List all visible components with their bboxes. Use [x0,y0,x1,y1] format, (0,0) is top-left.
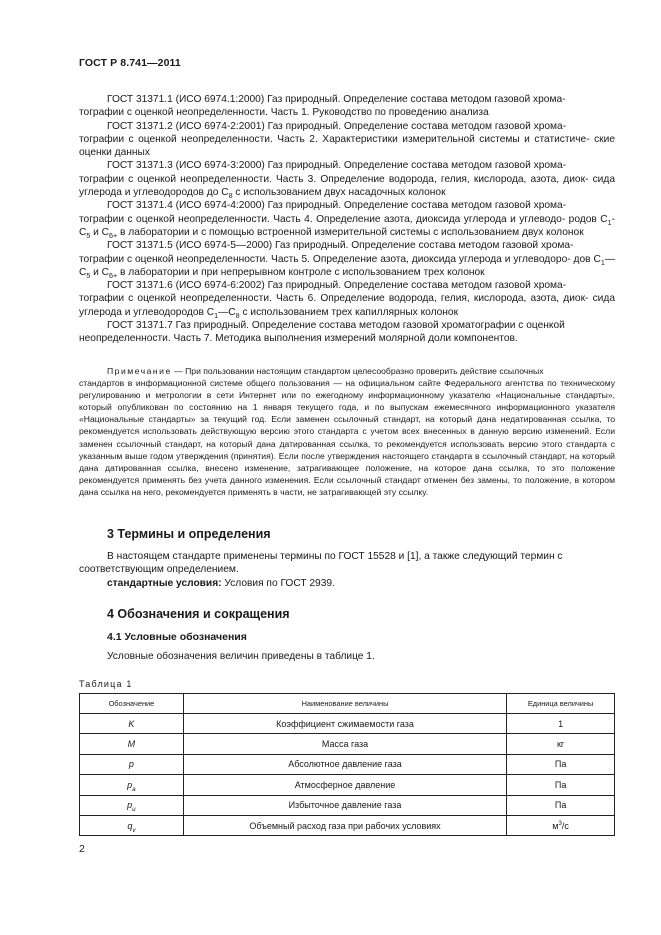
table-header-row [80,694,615,714]
table-caption: Таблица 1 [79,679,133,689]
symbol-cell: $q_v$ [80,815,184,835]
note-label: Примечание [107,366,172,376]
reference-item: ГОСТ 31371.3 (ИСО 6974-3:2000) Газ природный. Определение состава методом газовой хрома- [107,160,567,172]
name-cell: Коэффициент сжимаемости газа [183,714,506,734]
reference-item: ГОСТ 31371.2 (ИСО 6974-2:2001) Газ природный. Определение состава методом газовой хрома- [107,120,567,132]
term-definition: Условия по ГОСТ 2939. [221,577,335,589]
reference-item-cont: тографии с оценкой неопределенности. Часть 5. Определение азота, диоксида углерода и углеводоро- дов $C_1—C_5$ и $C_{6+}$ в лаборатории и при непрерывном контроле с использованием трех колонок [79,253,615,280]
symbols-table [79,693,615,836]
reference-item: ГОСТ 31371.1 (ИСО 6974.1:2000) Газ природный. Определение состава методом газовой хрома- [107,94,566,105]
table-row [80,754,615,774]
name-cell: Избыточное давление газа [183,795,506,815]
column-header: Обозначение [80,694,184,714]
reference-item-cont: тографии с оценкой неопределенности. Часть 2. Характеристики измерительной системы и статистиче- ские оценки данных [79,133,615,159]
symbol-cell: p [80,754,184,774]
reference-item-cont: тографии с оценкой неопределенности. Часть 4. Определение азота, диоксида углерода и углеводо- родов $C_1-C_5$ и $C_{6+}$ в лаборатории и с помощью встроенной измерительной системы с использованием двух колонок [79,213,615,240]
section-3-heading: 3 Термины и определения [107,527,271,541]
name-cell: Абсолютное давление газа [183,754,506,774]
reference-item: ГОСТ 31371.5 (ИСО 6974-5—2000) Газ природный. Определение состава методом газовой хрома- [107,240,574,252]
reference-item-cont: тографии с оценкой неопределенности. Часть 3. Определение водорода, гелия, кислорода, азота, диок- сида углерода и углеводородов до $C_8$ с использованием двух насадочных колонок [79,173,615,201]
symbol-cell: M [80,734,184,754]
unit-cell: 1 [507,714,615,734]
reference-item: ГОСТ 31371.7 Газ природный. Определение состава методом газовой хроматографии с оценкой [107,320,565,332]
section-4-heading: 4 Обозначения и сокращения [107,607,290,621]
unit-cell: Па [507,775,615,795]
reference-item-cont: тографии с оценкой неопределенности. Часть 6. Определение водорода, гелия, кислорода, азота, диок- сида углерода и углеводородов $C_1—C_8$ с использованием трех капиллярных колонок [79,293,615,320]
document-code: ГОСТ Р 8.741—2011 [79,57,181,69]
section-4-1-body: Условные обозначения величин приведены в таблице 1. [107,651,375,662]
table-row [80,775,615,795]
subsection-4-1-heading: 4.1 Условные обозначения [107,631,247,643]
reference-item-cont: неопределенности. Часть 7. Методика выполнения измерений молярной доли компонентов. [79,333,518,345]
note-block [79,365,615,498]
symbol-cell: K [80,714,184,734]
symbol-cell: $p_a$ [80,775,184,795]
column-header: Единица величины [507,694,615,714]
term-label: стандартные условия: [107,577,222,589]
table-row [80,714,615,734]
note-text-cont: стандартов в информационной системе общего пользования — на официальном сайте Федерального агентства по техническому регулированию и метрологии в сети Интернет или по ежегодному информационному указателю «Национальные стандарты», который опубликован по состоянию на 1 января текущего года, и по выпускам ежемесячного информационного указателя «Национальные стандарты» за текущий год. Если заменен ссылочный стандарт, на который дана недатированная ссылка, то рекомендуется использовать действующую версию этого стандарта с учетом всех внесенных в данную версию изменений. Если заменен ссылочный стандарт, на который дана датированная ссылка, то рекомендуется использовать версию этого стандарта с указанным выше годом утверждения (принятия). Если после утверждения настоящего стандарта в ссылочный стандарт, на который дана датированная ссылка, внесено изменение, затрагивающее положение, на которое дана ссылка, то это положение рекомендуется применять без учета данного изменения. Если ссылочный стандарт отменен без замены, то положение, в котором дана ссылка на него, рекомендуется применять в части, не затрагивающей эту ссылку. [79,378,615,497]
normative-references [79,93,615,346]
name-cell: Атмосферное давление [183,775,506,795]
table-row [80,734,615,754]
table-row [80,815,615,835]
unit-cell: $м^3/с$ [507,815,615,835]
symbol-cell: $p_и$ [80,795,184,815]
section-3-body: В настоящем стандарте применены термины по ГОСТ 15528 и [1], а также следующий термин с соответствующим определением. стандартные условия: Условия по ГОСТ 2939. [79,551,563,589]
table-row [80,795,615,815]
reference-item: ГОСТ 31371.4 (ИСО 6974-4:2000) Газ природный. Определение состава методом газовой хрома- [107,200,567,212]
reference-item-cont: тографии с оценкой неопределенности. Часть 1. Руководство по проведению анализа [79,107,489,119]
column-header: Наименование величины [183,694,506,714]
unit-cell: Па [507,754,615,774]
unit-cell: Па [507,795,615,815]
note-text: — При пользовании настоящим стандартом целесообразно проверить действие ссылочных [171,366,544,376]
page-number: 2 [79,843,85,855]
reference-item: ГОСТ 31371.6 (ИСО 6974-6:2002) Газ природный. Определение состава методом газовой хрома- [107,280,567,292]
name-cell: Масса газа [183,734,506,754]
unit-cell: кг [507,734,615,754]
name-cell: Объемный расход газа при рабочих условиях [183,815,506,835]
